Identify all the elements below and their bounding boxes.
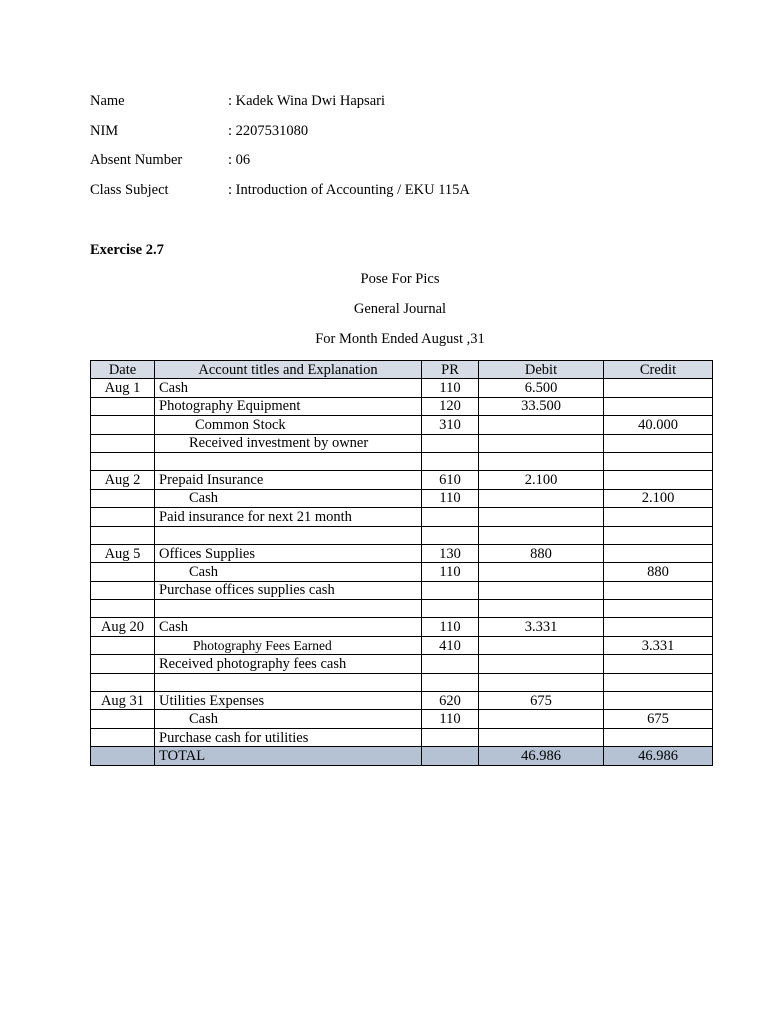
cell-date: [91, 636, 155, 654]
table-row: [91, 728, 713, 746]
cell-account: Cash: [155, 618, 422, 636]
info-value: : Introduction of Accounting / EKU 115A: [228, 182, 470, 199]
cell-credit: 40.000: [604, 416, 713, 434]
table-row: [91, 692, 713, 710]
info-value: : Kadek Wina Dwi Hapsari: [228, 93, 385, 109]
header-debit: Debit: [479, 361, 604, 379]
cell-date: Aug 1: [91, 379, 155, 397]
cell-credit: 2.100: [604, 489, 713, 507]
cell-pr: [422, 728, 479, 746]
info-label: NIM: [90, 122, 119, 139]
cell-date: [91, 563, 155, 581]
cell-debit: [479, 416, 604, 434]
cell-debit: [479, 600, 604, 618]
table-row: [91, 600, 713, 618]
cell-account: Utilities Expenses: [155, 692, 422, 710]
cell-credit: [604, 397, 713, 415]
cell-debit: [479, 673, 604, 691]
table-row: [91, 452, 713, 470]
cell-credit: 3.331: [604, 636, 713, 654]
cell-pr: [422, 526, 479, 544]
cell-account: Paid insurance for next 21 month: [155, 508, 422, 526]
cell-date: [91, 673, 155, 691]
cell-pr: 620: [422, 692, 479, 710]
cell-debit: 33.500: [479, 397, 604, 415]
header-credit: Credit: [604, 361, 713, 379]
info-value: : 06: [228, 152, 251, 169]
cell-date: [91, 526, 155, 544]
cell-account: Received investment by owner: [155, 434, 422, 452]
table-row: [91, 581, 713, 599]
cell-debit: 6.500: [479, 379, 604, 397]
table-row: [91, 397, 713, 415]
cell-account: Purchase offices supplies cash: [155, 581, 422, 599]
cell-pr: [422, 508, 479, 526]
total-credit: 46.986: [604, 747, 713, 765]
general-journal-table: [90, 360, 713, 766]
cell-account: Offices Supplies: [155, 544, 422, 562]
table-row: [91, 508, 713, 526]
cell-date: [91, 600, 155, 618]
header-date: Date: [91, 361, 155, 379]
cell-pr: 110: [422, 710, 479, 728]
cell-pr: [422, 581, 479, 599]
table-row: [91, 379, 713, 397]
journal-title: General Journal: [353, 301, 447, 317]
cell-pr: [422, 747, 479, 765]
cell-credit: [604, 452, 713, 470]
table-row: [91, 618, 713, 636]
cell-date: [91, 416, 155, 434]
cell-credit: [604, 692, 713, 710]
cell-date: [91, 710, 155, 728]
cell-debit: 2.100: [479, 471, 604, 489]
table-row: [91, 526, 713, 544]
info-label: Absent Number: [90, 152, 183, 169]
cell-date: [91, 452, 155, 470]
info-value: : 2207531080: [228, 122, 309, 139]
table-header-row: [91, 361, 713, 379]
company-name: Pose For Pics: [360, 271, 440, 287]
cell-credit: [604, 526, 713, 544]
cell-pr: [422, 434, 479, 452]
cell-pr: 110: [422, 563, 479, 581]
cell-credit: [604, 673, 713, 691]
cell-pr: 610: [422, 471, 479, 489]
cell-account: Photography Equipment: [155, 397, 422, 415]
info-label: Name: [90, 93, 125, 109]
table-row: [91, 710, 713, 728]
cell-debit: [479, 636, 604, 654]
cell-date: Aug 5: [91, 544, 155, 562]
table-row: [91, 471, 713, 489]
cell-date: [91, 728, 155, 746]
cell-pr: 120: [422, 397, 479, 415]
cell-debit: [479, 563, 604, 581]
info-label: Class Subject: [90, 182, 169, 199]
cell-credit: [604, 508, 713, 526]
cell-credit: [604, 728, 713, 746]
cell-pr: 130: [422, 544, 479, 562]
cell-account: [155, 600, 422, 618]
cell-credit: [604, 434, 713, 452]
cell-debit: 880: [479, 544, 604, 562]
total-row: [91, 747, 713, 765]
cell-date: Aug 2: [91, 471, 155, 489]
header-account: Account titles and Explanation: [155, 361, 422, 379]
cell-pr: 110: [422, 489, 479, 507]
cell-debit: [479, 508, 604, 526]
cell-date: Aug 31: [91, 692, 155, 710]
cell-credit: [604, 471, 713, 489]
table-row: [91, 544, 713, 562]
table-row: [91, 655, 713, 673]
table-row: [91, 636, 713, 654]
cell-account: Photography Fees Earned: [155, 636, 422, 654]
cell-account: Cash: [155, 489, 422, 507]
cell-pr: [422, 673, 479, 691]
cell-pr: 110: [422, 379, 479, 397]
cell-account: [155, 452, 422, 470]
total-debit: 46.986: [479, 747, 604, 765]
cell-credit: [604, 618, 713, 636]
cell-account: [155, 526, 422, 544]
table-row: [91, 673, 713, 691]
cell-date: [91, 489, 155, 507]
cell-date: Aug 20: [91, 618, 155, 636]
cell-debit: [479, 581, 604, 599]
cell-credit: [604, 544, 713, 562]
cell-pr: 410: [422, 636, 479, 654]
table-row: [91, 416, 713, 434]
cell-debit: [479, 452, 604, 470]
cell-credit: 880: [604, 563, 713, 581]
cell-debit: [479, 489, 604, 507]
period-title: For Month Ended August ,31: [315, 331, 485, 347]
cell-date: [91, 434, 155, 452]
exercise-heading: Exercise 2.7: [90, 242, 164, 258]
cell-debit: [479, 434, 604, 452]
cell-account: Purchase cash for utilities: [155, 728, 422, 746]
cell-account: Cash: [155, 379, 422, 397]
cell-date: [91, 581, 155, 599]
cell-pr: [422, 452, 479, 470]
cell-pr: 310: [422, 416, 479, 434]
cell-account: Received photography fees cash: [155, 655, 422, 673]
cell-date: [91, 747, 155, 765]
cell-credit: [604, 581, 713, 599]
header-pr: PR: [422, 361, 479, 379]
cell-date: [91, 508, 155, 526]
cell-credit: [604, 600, 713, 618]
cell-date: [91, 655, 155, 673]
cell-debit: [479, 728, 604, 746]
cell-debit: [479, 710, 604, 728]
table-row: [91, 434, 713, 452]
cell-date: [91, 397, 155, 415]
table-row: [91, 563, 713, 581]
cell-credit: [604, 379, 713, 397]
table-row: [91, 489, 713, 507]
cell-pr: 110: [422, 618, 479, 636]
cell-account: Prepaid Insurance: [155, 471, 422, 489]
cell-credit: 675: [604, 710, 713, 728]
cell-account: Cash: [155, 710, 422, 728]
cell-pr: [422, 655, 479, 673]
cell-debit: [479, 526, 604, 544]
cell-debit: 675: [479, 692, 604, 710]
cell-account: [155, 673, 422, 691]
cell-debit: 3.331: [479, 618, 604, 636]
cell-debit: [479, 655, 604, 673]
total-label: TOTAL: [155, 747, 422, 765]
cell-pr: [422, 600, 479, 618]
cell-account: Cash: [155, 563, 422, 581]
cell-account: Common Stock: [155, 416, 422, 434]
cell-credit: [604, 655, 713, 673]
